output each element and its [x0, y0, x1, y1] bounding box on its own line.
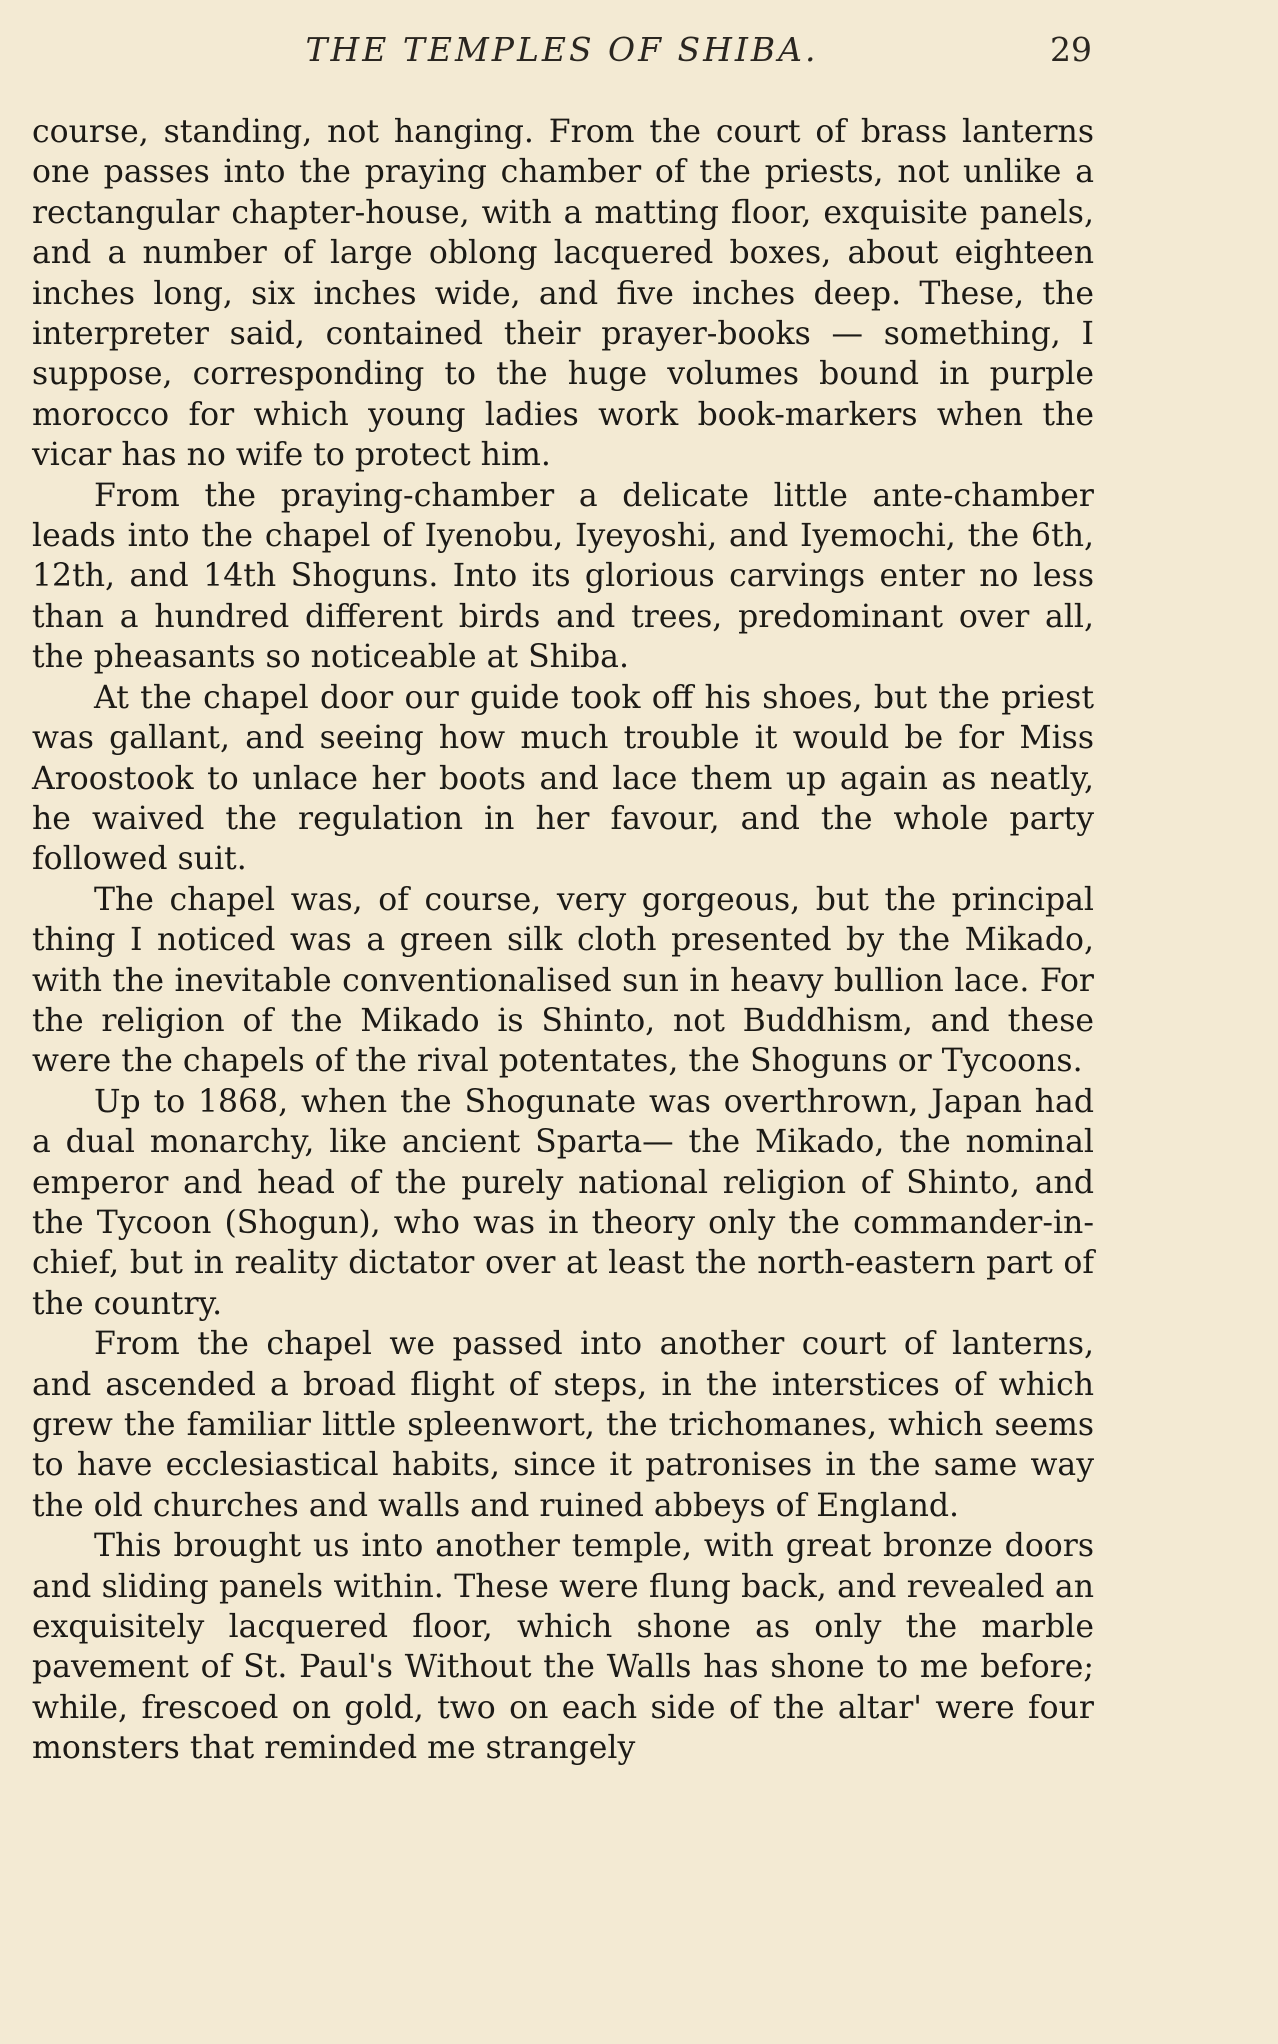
paragraph-1: course, standing, not hanging. From the court of brass lanterns one passes into the praying chamber of the priests, not unlike a rectangular chapter-house, with a matting floor, exquisite panels, and a number of large oblong lacquered boxes, about eighteen inches long, six inches wide, and five inches deep. These, the interpreter said, contained their prayer-books — something, I suppose, corresponding to the huge volumes bound in purple morocco for which young ladies work book-markers when the vicar has no wife to protect him. [32, 114, 1094, 474]
running-title: THE TEMPLES OF SHIBA. [305, 30, 819, 69]
paragraph-3: At the chapel door our guide took off his shoes, but the priest was gallant, and seeing how much trouble it would be for Miss Aroostook to unlace her boots and lace them up again as neatly, he waived the regulation in her favour, and the whole party followed suit. [32, 679, 1094, 878]
paragraph-5: Up to 1868, when the Shogunate was overthrown, Japan had a dual monarchy, like ancient Sparta— the Mikado, the nominal emperor and head of the purely national religion of Shinto, and the Tycoon (Shogun), who was in theory only the commander-in-chief, but in reality dictator over at least the north-eastern part of the country. [32, 1083, 1094, 1322]
paragraph-6: From the chapel we passed into another court of lanterns, and ascended a broad flight of steps, in the interstices of which grew the familiar little spleenwort, the trichomanes, which seems to have ecclesiastical habits, since it patronises in the same way the old churches and walls and ruined abbeys of England. [32, 1326, 1094, 1524]
paragraph-7: This brought us into another temple, with great bronze doors and sliding panels within. These were flung back, and revealed an exquisitely lacquered floor, which shone as only the marble pavement of St. Paul's Without the Walls has shone to me before; while, frescoed on gold, two on each side of the altar' were four monsters that reminded me strangely [32, 1528, 1094, 1767]
paragraph-2: From the praying-chamber a delicate little ante-chamber leads into the chapel of Iyenobu, Iyeyoshi, and Iyemochi, the 6th, 12th, and 14th Shoguns. Into its glorious carvings enter no less than a hundred different birds and trees, predominant over all, the pheasants so noticeable at Shiba. [32, 477, 1094, 676]
running-head [32, 30, 1092, 80]
paragraph-4: The chapel was, of course, very gorgeous, but the principal thing I noticed was a green silk cloth presented by the Mikado, with the inevitable conventionalised sun in heavy bullion lace. For the religion of the Mikado is Shinto, not Buddhism, and these were the chapels of the rival potentates, the Shoguns or Tycoons. [32, 881, 1094, 1080]
body-text [32, 112, 1094, 1769]
page-number: 29 [1050, 30, 1092, 69]
